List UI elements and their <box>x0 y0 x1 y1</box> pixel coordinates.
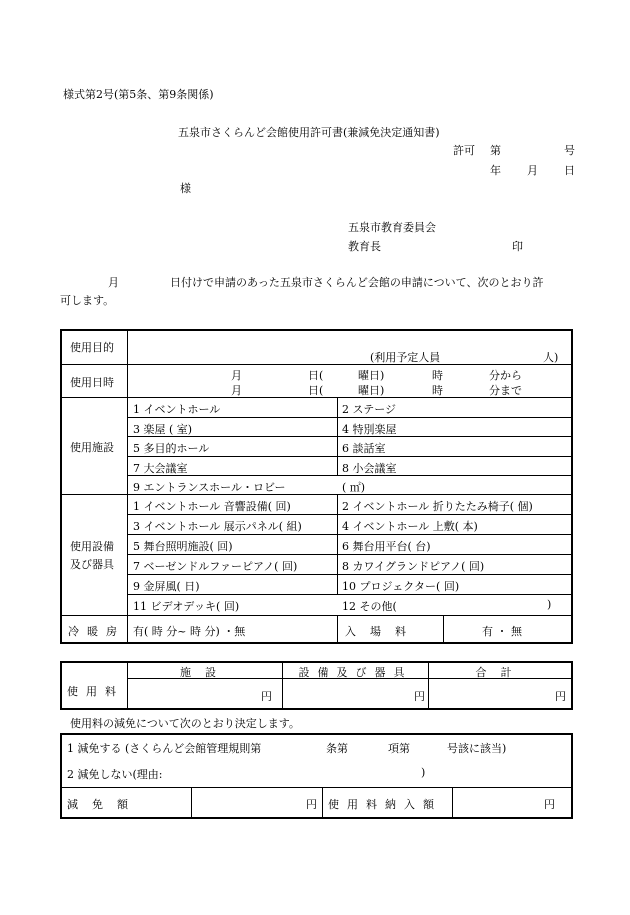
dt-to-weekday: 曜日) <box>358 384 385 397</box>
equipment-7: 7 ベーゼンドルファーピアノ( 回) <box>133 560 298 573</box>
purpose-label: 使用目的 <box>70 341 114 354</box>
heating-value: 有( 時 分~ 時 分) ・無 <box>133 625 246 638</box>
datetime-label: 使用日時 <box>70 376 114 389</box>
intro-month: 月 <box>108 276 119 289</box>
dt-to-month: 月 <box>231 384 242 397</box>
fee-label: 使用料 <box>67 685 124 698</box>
reduction-option-2: 2 減免しない(理由: <box>67 768 163 781</box>
document-title: 五泉市さくらんど会館使用許可書(兼減免決定通知書) <box>178 126 440 139</box>
fee-header-total: 合計 <box>475 666 526 679</box>
equipment-3: 3 イベントホール 展示パネル( 組) <box>133 520 302 533</box>
equipment-5: 5 舞台照明施設( 回) <box>133 540 233 553</box>
fee-facility-yen: 円 <box>261 690 272 703</box>
dt-to-minute: 分まで <box>489 384 522 397</box>
facility-7: 7 大会議室 <box>133 462 188 475</box>
date-day: 日 <box>564 164 575 177</box>
facility-3: 3 楽屋 ( 室) <box>133 423 193 436</box>
issuer-org: 五泉市教育委員会 <box>348 221 436 234</box>
dt-from-minute: 分から <box>489 369 522 382</box>
equipment-label-2: 及び器具 <box>70 558 114 571</box>
date-month: 月 <box>527 164 538 177</box>
fee-total-yen: 円 <box>555 690 566 703</box>
equipment-label-1: 使用設備 <box>70 540 114 553</box>
issuer-title: 教育長 <box>348 240 381 253</box>
people-unit: 人) <box>543 351 559 364</box>
dt-from-day: 日( <box>308 369 324 382</box>
facility-2: 2 ステージ <box>342 403 397 416</box>
dt-to-hour: 時 <box>432 384 443 397</box>
reduction-option-1-jo: 条第 <box>326 742 348 755</box>
reduction-option-2-close: ) <box>421 766 426 779</box>
paid-amount-label: 使用料納入額 <box>328 798 442 811</box>
dt-from-hour: 時 <box>432 369 443 382</box>
equipment-12: 12 その他( <box>342 600 397 613</box>
facility-6: 6 談話室 <box>342 442 386 455</box>
reduction-option-1-ko: 項第 <box>388 742 410 755</box>
permit-dai: 第 <box>490 144 501 157</box>
equipment-2: 2 イベントホール 折りたたみ椅子( 個) <box>342 500 533 513</box>
fee-header-facility: 施設 <box>180 666 230 679</box>
facility-9-area: ( ㎡) <box>342 481 366 494</box>
intro-line1: 日付けで申請のあった五泉市さくらんど会館の申請について、次のとおり許 <box>170 276 544 289</box>
addressee-sama: 様 <box>180 182 191 195</box>
reduction-note: 使用料の減免について次のとおり決定します。 <box>70 717 300 730</box>
facility-8: 8 小会議室 <box>342 462 397 475</box>
equipment-11: 11 ビデオデッキ( 回) <box>133 600 240 613</box>
admission-value: 有 ・ 無 <box>482 625 522 638</box>
dt-from-weekday: 曜日) <box>358 369 385 382</box>
equipment-1: 1 イベントホール 音響設備( 回) <box>133 500 291 513</box>
permit-go: 号 <box>564 144 575 157</box>
date-year: 年 <box>490 164 501 177</box>
planned-people-label: (利用予定人員 <box>370 351 441 364</box>
equipment-8: 8 カワイグランドピアノ( 回) <box>342 560 485 573</box>
facility-label: 使用施設 <box>70 441 114 454</box>
fee-header-equipment: 設備及び器具 <box>298 666 413 679</box>
equipment-10: 10 プロジェクター( 回) <box>342 580 460 593</box>
permit-prefix: 許可 <box>453 144 475 157</box>
equipment-6: 6 舞台用平台( 台) <box>342 540 431 553</box>
form-number: 様式第2号(第5条、第9条関係) <box>63 88 214 101</box>
equipment-12-close: ) <box>547 598 552 611</box>
facility-4: 4 特別楽屋 <box>342 423 397 436</box>
facility-1: 1 イベントホール <box>133 403 221 416</box>
dt-to-day: 日( <box>308 384 324 397</box>
fee-equipment-yen: 円 <box>414 690 425 703</box>
reduced-amount-yen: 円 <box>306 798 317 811</box>
reduction-option-1: 1 減免する (さくらんど会館管理規則第 <box>67 742 262 755</box>
intro-line2: 可します。 <box>60 294 115 307</box>
reduced-amount-label: 減免額 <box>67 798 142 811</box>
dt-from-month: 月 <box>231 369 242 382</box>
heating-label: 冷暖房 <box>68 625 125 638</box>
equipment-9: 9 金屏風( 日) <box>133 580 200 593</box>
paid-amount-yen: 円 <box>544 798 555 811</box>
facility-9: 9 エントランスホール・ロビー <box>133 481 286 494</box>
admission-label: 入場料 <box>345 625 420 638</box>
reduction-option-1-go: 号該に該当) <box>447 742 507 755</box>
facility-5: 5 多目的ホール <box>133 442 210 455</box>
equipment-4: 4 イベントホール 上敷( 本) <box>342 520 478 533</box>
seal-mark: 印 <box>512 240 523 253</box>
